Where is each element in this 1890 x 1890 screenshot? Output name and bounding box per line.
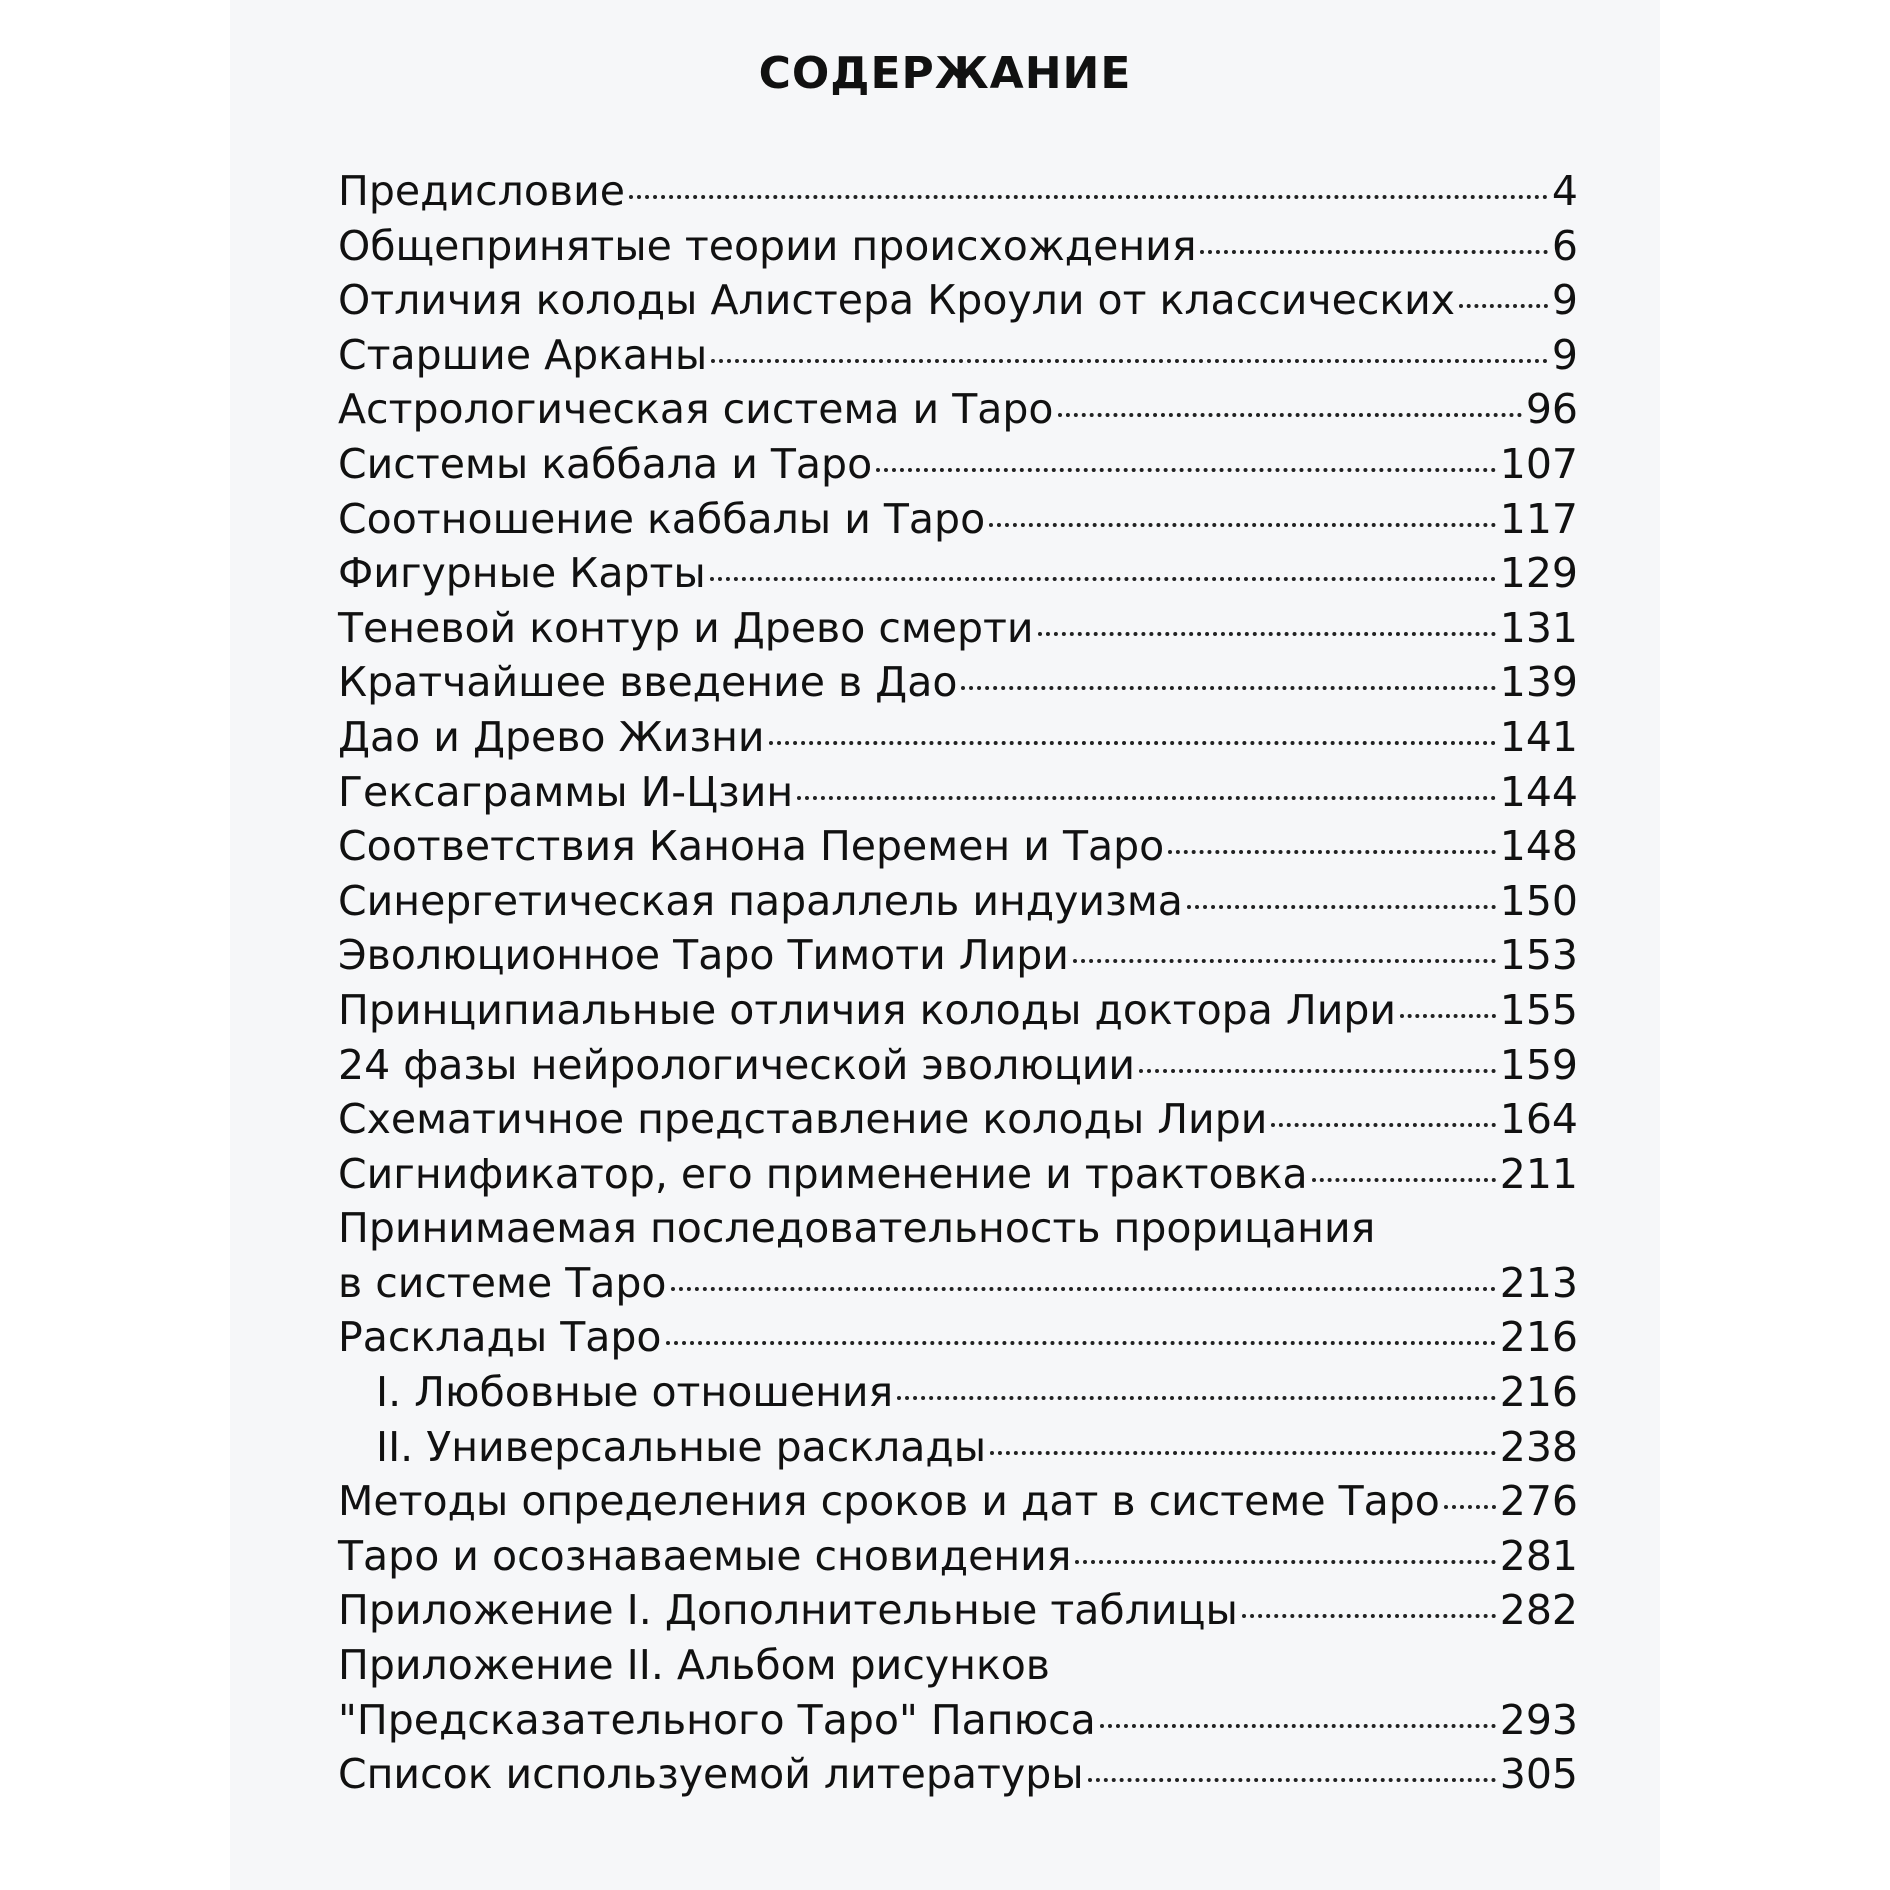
toc-page-number: 159 xyxy=(1499,1040,1578,1089)
toc-page-number: 150 xyxy=(1499,876,1578,925)
toc-entry-title: Соотношение каббалы и Таро xyxy=(338,494,986,543)
toc-entry xyxy=(338,1256,1578,1311)
toc-entry xyxy=(338,1092,1578,1147)
toc-list xyxy=(338,164,1578,1802)
toc-entry-title: Теневой контур и Древо смерти xyxy=(338,603,1034,652)
toc-page-number: 141 xyxy=(1499,712,1578,761)
dot-leader xyxy=(1242,1613,1496,1618)
toc-page-number: 96 xyxy=(1525,385,1578,434)
toc-page-number: 144 xyxy=(1499,767,1578,816)
toc-entry xyxy=(338,546,1578,601)
toc-page-number: 153 xyxy=(1499,931,1578,980)
toc-page-number: 305 xyxy=(1499,1750,1578,1799)
toc-entry-title: Список используемой литературы xyxy=(338,1750,1084,1799)
dot-leader xyxy=(1100,1723,1496,1728)
toc-page-number: 216 xyxy=(1499,1368,1578,1417)
toc-entry-title: Методы определения сроков и дат в системе Таро xyxy=(338,1477,1440,1526)
toc-page-number: 129 xyxy=(1499,549,1578,598)
toc-entry-title: Синергетическая параллель индуизма xyxy=(338,876,1183,925)
toc-entry-title: Таро и осознаваемые сновидения xyxy=(338,1531,1072,1580)
toc-entry xyxy=(338,382,1578,437)
toc-entry xyxy=(338,1310,1578,1365)
toc-entry-title: "Предсказательного Таро" Папюса xyxy=(338,1695,1096,1744)
toc-entry xyxy=(338,1747,1578,1802)
toc-page-number: 293 xyxy=(1499,1695,1578,1744)
toc-entry xyxy=(338,1638,1578,1693)
toc-entry-title: Приложение II. Альбом рисунков xyxy=(338,1641,1050,1690)
toc-entry-title: 24 фазы нейрологической эволюции xyxy=(338,1040,1136,1089)
dot-leader xyxy=(1088,1777,1496,1782)
toc-entry xyxy=(338,1420,1578,1475)
toc-page-number: 216 xyxy=(1499,1313,1578,1362)
dot-leader xyxy=(1187,904,1496,909)
dot-leader xyxy=(1168,849,1496,854)
toc-entry xyxy=(338,1147,1578,1202)
dot-leader xyxy=(769,740,1496,745)
dot-leader xyxy=(1075,1559,1495,1564)
toc-entry xyxy=(338,874,1578,929)
toc-page-number: 276 xyxy=(1499,1477,1578,1526)
dot-leader xyxy=(797,795,1496,800)
toc-entry-title: Системы каббала и Таро xyxy=(338,439,873,488)
dot-leader xyxy=(1400,1013,1496,1018)
dot-leader xyxy=(671,1286,1496,1291)
dot-leader xyxy=(1038,631,1496,636)
toc-entry xyxy=(338,655,1578,710)
toc-entry-title: Расклады Таро xyxy=(338,1313,662,1362)
dot-leader xyxy=(1444,1504,1496,1509)
dot-leader xyxy=(711,358,1548,363)
toc-entry xyxy=(338,710,1578,765)
toc-entry-title: Старшие Арканы xyxy=(338,330,708,379)
toc-entry-title: Астрологическая система и Таро xyxy=(338,385,1054,434)
toc-entry xyxy=(338,1365,1578,1420)
toc-entry xyxy=(338,1693,1578,1748)
toc-page-number: 155 xyxy=(1499,985,1578,1034)
toc-entry xyxy=(338,1474,1578,1529)
toc-entry xyxy=(338,1529,1578,1584)
toc-page-number: 281 xyxy=(1499,1531,1578,1580)
toc-entry xyxy=(338,1038,1578,1093)
dot-leader xyxy=(629,194,1548,199)
toc-entry xyxy=(338,492,1578,547)
toc-entry-title: Общепринятые теории происхождения xyxy=(338,221,1197,270)
toc-page-number: 117 xyxy=(1499,494,1578,543)
dot-leader xyxy=(1200,249,1547,254)
toc-entry-title: Принципиальные отличия колоды доктора Лири xyxy=(338,985,1397,1034)
toc-entry-title: Сигнификатор, его применение и трактовка xyxy=(338,1149,1308,1198)
toc-entry xyxy=(338,928,1578,983)
toc-entry xyxy=(338,328,1578,383)
toc-page-number: 148 xyxy=(1499,822,1578,871)
toc-entry xyxy=(338,983,1578,1038)
dot-leader xyxy=(897,1395,1496,1400)
toc-entry-title: Соответствия Канона Перемен и Таро xyxy=(338,822,1165,871)
toc-entry-title: Эволюционное Таро Тимоти Лири xyxy=(338,931,1069,980)
toc-entry xyxy=(338,601,1578,656)
dot-leader xyxy=(961,685,1495,690)
toc-entry xyxy=(338,219,1578,274)
toc-page-number: 6 xyxy=(1551,221,1578,270)
toc-page-number: 213 xyxy=(1499,1258,1578,1307)
toc-entry xyxy=(338,819,1578,874)
dot-leader xyxy=(666,1340,1496,1345)
toc-entry xyxy=(338,273,1578,328)
toc-entry-title: Приложение I. Дополнительные таблицы xyxy=(338,1586,1238,1635)
dot-leader xyxy=(1312,1177,1496,1182)
toc-page-number: 282 xyxy=(1499,1586,1578,1635)
toc-entry-title: Дао и Древо Жизни xyxy=(338,712,765,761)
toc-page-number: 4 xyxy=(1551,167,1578,215)
toc-entry-title: Принимаемая последовательность прорицания xyxy=(338,1204,1376,1253)
toc-entry-title: Гексаграммы И-Цзин xyxy=(338,767,794,816)
toc-page-number: 164 xyxy=(1499,1095,1578,1144)
toc-entry xyxy=(338,1201,1578,1256)
toc-page-number: 211 xyxy=(1499,1149,1578,1198)
toc-entry-title: Предисловие xyxy=(338,167,625,215)
toc-entry xyxy=(338,1583,1578,1638)
toc-entry xyxy=(338,765,1578,820)
toc-entry-title: Отличия колоды Алистера Кроули от классических xyxy=(338,276,1456,325)
toc-entry-title: Фигурные Карты xyxy=(338,549,706,598)
dot-leader xyxy=(876,467,1496,472)
toc-page-number: 107 xyxy=(1499,439,1578,488)
toc-entry-title: II. Универсальные расклады xyxy=(376,1422,987,1471)
dot-leader xyxy=(989,522,1496,527)
toc-entry-title: Кратчайшее введение в Дао xyxy=(338,658,958,707)
toc-page-number: 139 xyxy=(1499,658,1578,707)
dot-leader xyxy=(1058,412,1522,417)
dot-leader xyxy=(710,576,1496,581)
toc-entry-title: Схематичное представление колоды Лири xyxy=(338,1095,1268,1144)
dot-leader xyxy=(1459,303,1548,308)
dot-leader xyxy=(990,1450,1496,1455)
dot-leader xyxy=(1073,958,1496,963)
toc-page-number: 9 xyxy=(1551,276,1578,325)
toc-entry xyxy=(338,164,1578,219)
toc-entry xyxy=(338,437,1578,492)
dot-leader xyxy=(1139,1068,1496,1073)
toc-page-number: 131 xyxy=(1499,603,1578,652)
toc-page-number: 9 xyxy=(1551,330,1578,379)
toc-page-number: 238 xyxy=(1499,1422,1578,1471)
toc-entry-title: I. Любовные отношения xyxy=(376,1368,894,1417)
page-title: СОДЕРЖАНИЕ xyxy=(758,48,1132,99)
dot-leader xyxy=(1271,1122,1495,1127)
toc-entry-title: в системе Таро xyxy=(338,1258,667,1307)
